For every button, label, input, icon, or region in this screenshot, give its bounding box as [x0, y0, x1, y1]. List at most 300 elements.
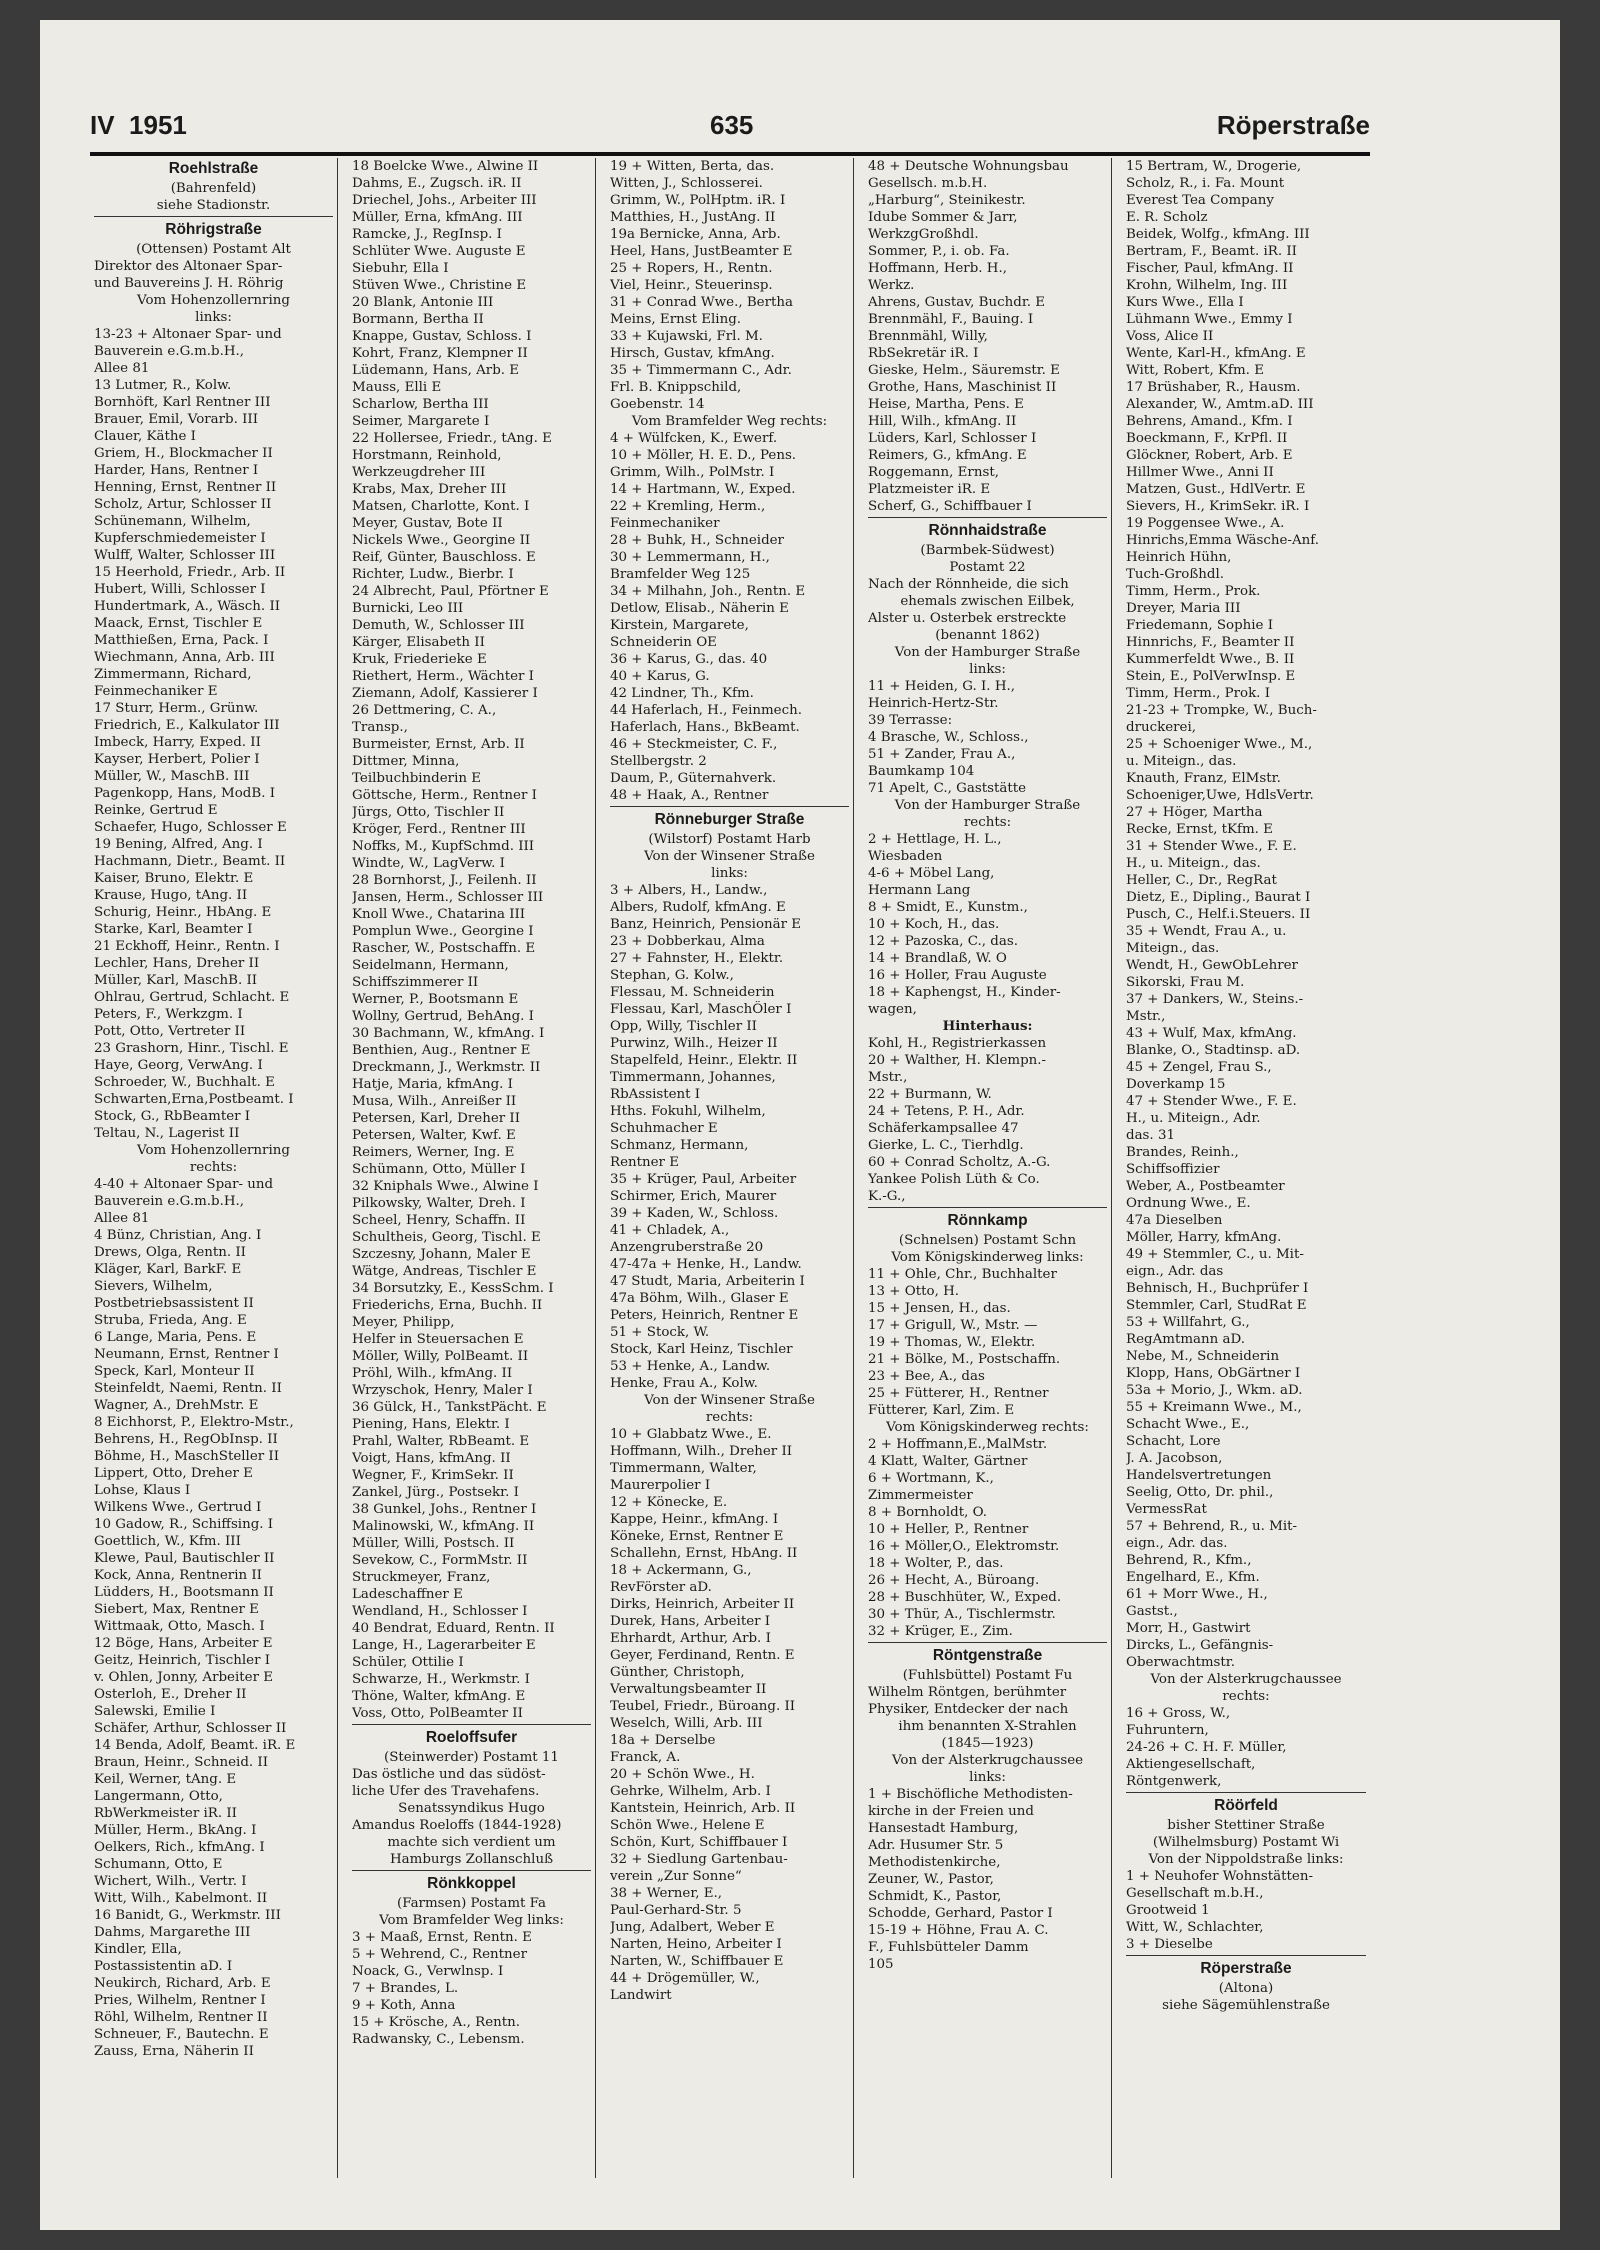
- directory-entry: Pröhl, Wilh., kfmAng. II: [352, 1366, 513, 1381]
- directory-entry: 28 Bornhorst, J., Feilenh. II: [352, 873, 537, 888]
- directory-entry: 16 Banidt, G., Werkmstr. III: [94, 1908, 281, 1923]
- directory-entry: Albers, Rudolf, kfmAng. E: [610, 900, 786, 915]
- directory-entry: Müller, W., MaschB. III: [94, 769, 250, 784]
- directory-entry: Sevekow, C., FormMstr. II: [352, 1553, 528, 1568]
- directory-entry: Fütterer, Karl, Zim. E: [868, 1403, 1015, 1418]
- directory-entry: Voigt, Hans, kfmAng. II: [352, 1451, 511, 1466]
- directory-entry: Piening, Hans, Elektr. I: [352, 1417, 510, 1432]
- directory-entry: Everest Tea Company: [1126, 193, 1274, 208]
- directory-entry: 47-47a + Henke, H., Landw.: [610, 1257, 802, 1272]
- directory-entry: Behnisch, H., Buchprüfer I: [1126, 1281, 1309, 1296]
- directory-entry: Feinmechaniker: [610, 516, 720, 531]
- directory-entry: Stock, G., RbBeamter I: [94, 1109, 251, 1124]
- directory-entry: Meyer, Gustav, Bote II: [352, 516, 503, 531]
- directory-entry: 6 + Wortmann, K.,: [868, 1471, 994, 1486]
- street-heading: Röörfeld: [1126, 1792, 1366, 1817]
- directory-entry: Zeuner, W., Pastor,: [868, 1872, 994, 1887]
- directory-entry: Frl. B. Knippschild,: [610, 380, 742, 395]
- directory-entry: Kirstein, Margarete,: [610, 618, 749, 633]
- directory-entry: Witten, J., Schlosserei.: [610, 176, 763, 191]
- directory-entry: Thöne, Walter, kfmAng. E: [352, 1689, 526, 1704]
- directory-entry: Schwarten,Erna,Postbeamt. I: [94, 1092, 294, 1107]
- header-volume-year: IV 1951: [90, 110, 187, 140]
- directory-entry: Schacht Wwe., E.,: [1126, 1417, 1250, 1432]
- column-1: [90, 158, 338, 2178]
- directory-entry: Braun, Heinr., Schneid. II: [94, 1755, 268, 1770]
- directory-entry: Henke, Frau A., Kolw.: [610, 1376, 758, 1391]
- directory-entry: Bauverein e.G.m.b.H.,: [94, 344, 245, 359]
- directory-entry: Wilkens Wwe., Gertrud I: [94, 1500, 262, 1515]
- directory-entry: 31 + Conrad Wwe., Bertha: [610, 295, 793, 310]
- directory-entry: Behrens, Amand., Kfm. I: [1126, 414, 1293, 429]
- directory-entry: Blanke, O., Stadtinsp. aD.: [1126, 1043, 1301, 1058]
- directory-entry: Möller, Willy, PolBeamt. II: [352, 1349, 529, 1364]
- directory-entry: Gierke, L. C., Tierhdlg.: [868, 1138, 1024, 1153]
- directory-entry: 6 Lange, Maria, Pens. E: [94, 1330, 257, 1345]
- directory-entry: Wente, Karl-H., kfmAng. E: [1126, 346, 1306, 361]
- directory-entry: (benannt 1862): [935, 628, 1040, 643]
- directory-entry: Haye, Georg, VerwAng. I: [94, 1058, 263, 1073]
- directory-entry: Adr. Husumer Str. 5: [868, 1838, 1004, 1853]
- directory-entry: Matthies, H., JustAng. II: [610, 210, 776, 225]
- directory-entry: 71 Apelt, C., Gaststätte: [868, 781, 1027, 796]
- directory-entry: 61 + Morr Wwe., H.,: [1126, 1587, 1268, 1602]
- directory-entry: Prahl, Walter, RbBeamt. E: [352, 1434, 530, 1449]
- directory-entry: Möller, Harry, kfmAng.: [1126, 1230, 1282, 1245]
- directory-entry: Mauss, Elli E: [352, 380, 442, 395]
- directory-entry: Schümann, Otto, Müller I: [352, 1162, 526, 1177]
- directory-entry: 27 + Fahnster, H., Elektr.: [610, 951, 784, 966]
- directory-entry: F., Fuhlsbütteler Damm: [868, 1940, 1029, 1955]
- directory-entry: Stüven Wwe., Christine E: [352, 278, 527, 293]
- directory-entry: Feinmechaniker E: [94, 684, 218, 699]
- directory-entry: 22 Hollersee, Friedr., tAng. E: [352, 431, 552, 446]
- directory-entry: Hatje, Maria, kfmAng. I: [352, 1077, 513, 1092]
- directory-entry: Schuhmacher E: [610, 1121, 718, 1136]
- directory-entry: Demuth, W., Schlosser III: [352, 618, 525, 633]
- column-4: [864, 158, 1112, 2178]
- directory-entry: Sievers, Wilhelm,: [94, 1279, 213, 1294]
- directory-entry: Tuch-Großhdl.: [1126, 567, 1225, 582]
- directory-entry: Wagner, A., DrehMstr. E: [94, 1398, 259, 1413]
- directory-entry: Schünemann, Wilhelm,: [94, 514, 251, 529]
- directory-entry: Musa, Wilh., Anreißer II: [352, 1094, 517, 1109]
- directory-entry: Noack, G., Verwlnsp. I: [352, 1964, 504, 1979]
- directory-entry: eign., Adr. das.: [1126, 1536, 1228, 1551]
- directory-entry: 32 + Krüger, E., Zim.: [868, 1624, 1013, 1639]
- directory-entry: 57 + Behrend, R., u. Mit-: [1126, 1519, 1298, 1534]
- directory-entry: Salewski, Emilie I: [94, 1704, 216, 1719]
- directory-entry: Gieske, Helm., Säuremstr. E: [868, 363, 1060, 378]
- directory-entry: Schmidt, K., Pastor,: [868, 1889, 1002, 1904]
- street-heading: Roehlstraße: [168, 160, 259, 177]
- directory-entry: 24-26 + C. H. F. Müller,: [1126, 1740, 1287, 1755]
- directory-entry: Hundertmark, A., Wäsch. II: [94, 599, 281, 614]
- directory-entry: Flessau, Karl, MaschÖler I: [610, 1002, 792, 1017]
- directory-entry: Vom Hohenzollernring: [137, 293, 290, 308]
- directory-entry: Goebenstr. 14: [610, 397, 705, 412]
- directory-entry: u. Miteign., das.: [1126, 754, 1237, 769]
- directory-entry: Kantstein, Heinrich, Arb. II: [610, 1801, 796, 1816]
- directory-entry: Matthießen, Erna, Pack. I: [94, 633, 269, 648]
- directory-entry: Lechler, Hans, Dreher II: [94, 956, 260, 971]
- directory-entry: Dirks, Heinrich, Arbeiter II: [610, 1597, 795, 1612]
- directory-entry: Stellbergstr. 2: [610, 754, 707, 769]
- directory-entry: Brauer, Emil, Vorarb. III: [94, 412, 259, 427]
- directory-entry: 26 + Hecht, A., Büroang.: [868, 1573, 1040, 1588]
- directory-entry: 16 + Holler, Frau Auguste: [868, 968, 1047, 983]
- directory-entry: 15 Bertram, W., Drogerie,: [1126, 159, 1302, 174]
- directory-entry: 53 + Henke, A., Landw.: [610, 1359, 771, 1374]
- directory-entry: Vom Bramfelder Weg links:: [379, 1913, 564, 1928]
- directory-entry: H., u. Miteign., Adr.: [1126, 1111, 1261, 1126]
- directory-entry: Stemmler, Carl, StudRat E: [1126, 1298, 1307, 1313]
- directory-entry: Bornhöft, Karl Rentner III: [94, 395, 271, 410]
- directory-entry: verein „Zur Sonne“: [610, 1869, 742, 1884]
- directory-entry: 20 + Schön Wwe., H.: [610, 1767, 755, 1782]
- directory-entry: Nickels Wwe., Georgine II: [352, 533, 531, 548]
- directory-entry: 46 + Steckmeister, C. F.,: [610, 737, 778, 752]
- directory-entry: Griem, H., Blockmacher II: [94, 446, 273, 461]
- street-heading: Rönneburger Straße: [610, 806, 849, 831]
- directory-entry: 53a + Morio, J., Wkm. aD.: [1126, 1383, 1303, 1398]
- directory-entry: Timmermann, Johannes,: [610, 1070, 776, 1085]
- directory-entry: Seelig, Otto, Dr. phil.,: [1126, 1485, 1274, 1500]
- directory-entry: Scherf, G., Schiffbauer I: [868, 499, 1032, 514]
- directory-entry: 28 + Buhk, H., Schneider: [610, 533, 784, 548]
- directory-entry: Schodde, Gerhard, Pastor I: [868, 1906, 1053, 1921]
- directory-entry: 12 + Könecke, E.: [610, 1495, 728, 1510]
- directory-entry: H., u. Miteign., das.: [1126, 856, 1261, 871]
- directory-entry: Grimm, Wilh., PolMstr. I: [610, 465, 775, 480]
- directory-entry: (Farmsen) Postamt Fa: [396, 1896, 547, 1911]
- directory-entry: Peters, F., Werkzgm. I: [94, 1007, 243, 1022]
- directory-entry: 18 + Kaphengst, H., Kinder-: [868, 985, 1061, 1000]
- directory-entry: 51 + Stock, W.: [610, 1325, 710, 1340]
- directory-entry: Morr, H., Gastwirt: [1126, 1621, 1251, 1636]
- street-heading: Rönnkamp: [868, 1207, 1107, 1232]
- directory-entry: Kindler, Ella,: [94, 1942, 182, 1957]
- directory-entry: Teilbuchbinderin E: [352, 771, 482, 786]
- directory-entry: Teubel, Friedr., Büroang. II: [610, 1699, 796, 1714]
- directory-entry: Schiffsoffizier: [1126, 1162, 1220, 1177]
- directory-entry: Osterloh, E., Dreher II: [94, 1687, 247, 1702]
- directory-entry: links:: [969, 662, 1006, 677]
- directory-entry: machte sich verdient um: [387, 1835, 556, 1850]
- directory-entry: Voss, Alice II: [1126, 329, 1214, 344]
- directory-entry: Grimm, W., PolHptm. iR. I: [610, 193, 786, 208]
- directory-entry: Schlüter Wwe. Auguste E: [352, 244, 526, 259]
- directory-entry: Hinterhaus:: [942, 1018, 1033, 1034]
- directory-entry: Henning, Ernst, Rentner II: [94, 480, 277, 495]
- directory-entry: Neumann, Ernst, Rentner I: [94, 1347, 279, 1362]
- directory-entry: 12 + Pazoska, C., das.: [868, 934, 1018, 949]
- directory-entry: (Ottensen) Postamt Alt: [136, 242, 291, 257]
- directory-entry: Ehrhardt, Arthur, Arb. I: [610, 1631, 771, 1646]
- directory-entry: Kayser, Herbert, Polier I: [94, 752, 260, 767]
- directory-entry: Dahms, E., Zugsch. iR. II: [352, 176, 522, 191]
- directory-entry: Kummerfeldt Wwe., B. II: [1126, 652, 1295, 667]
- directory-entry: Mstr.,: [1126, 1009, 1166, 1024]
- directory-entry: Kohl, H., Registrierkassen: [868, 1036, 1047, 1051]
- directory-entry: Sikorski, Frau M.: [1126, 975, 1245, 990]
- directory-entry: 14 + Hartmann, W., Exped.: [610, 482, 796, 497]
- directory-entry: RbWerkmeister iR. II: [94, 1806, 237, 1821]
- directory-entry: Vom Königskinderweg links:: [891, 1250, 1084, 1265]
- directory-entry: Siebert, Max, Rentner E: [94, 1602, 259, 1617]
- street-heading: Rönnhaidstraße: [868, 517, 1107, 542]
- directory-entry: RbAssistent I: [610, 1087, 701, 1102]
- directory-entry: Jung, Adalbert, Weber E: [610, 1920, 775, 1935]
- directory-entry: Von der Nippoldstraße links:: [1148, 1852, 1344, 1867]
- directory-entry: Klewe, Paul, Bautischler II: [94, 1551, 275, 1566]
- directory-entry: 15 + Krösche, A., Rentn.: [352, 2015, 521, 2030]
- directory-entry: Allee 81: [94, 1211, 150, 1226]
- directory-entry: Meyer, Philipp,: [352, 1315, 455, 1330]
- directory-entry: 4 Bünz, Christian, Ang. I: [94, 1228, 262, 1243]
- directory-entry: 3 + Albers, H., Landw.,: [610, 883, 768, 898]
- directory-entry: (Altona): [1218, 1981, 1274, 1996]
- directory-entry: Witt, Wilh., Kabelmont. II: [94, 1891, 268, 1906]
- directory-entry: 24 + Tetens, P. H., Adr.: [868, 1104, 1025, 1119]
- directory-entry: 24 Albrecht, Paul, Pförtner E: [352, 584, 549, 599]
- directory-entry: Timmermann, Walter,: [610, 1461, 757, 1476]
- directory-entry: Von der Alsterkrugchaussee: [1150, 1672, 1342, 1687]
- directory-entry: Werkz.: [868, 278, 915, 293]
- directory-entry: Göttsche, Herm., Rentner I: [352, 788, 537, 803]
- directory-entry: Gesellschaft m.b.H.,: [1126, 1886, 1264, 1901]
- directory-entry: Knappe, Gustav, Schloss. I: [352, 329, 532, 344]
- directory-entry: rechts:: [963, 815, 1012, 830]
- directory-columns: [90, 158, 1370, 2178]
- directory-entry: Schäferkampsallee 47: [868, 1121, 1019, 1136]
- directory-entry: 39 + Kaden, W., Schloss.: [610, 1206, 779, 1221]
- directory-entry: Schneiderin OE: [610, 635, 717, 650]
- directory-entry: 40 Bendrat, Eduard, Rentn. II: [352, 1621, 555, 1636]
- directory-entry: 19a Bernicke, Anna, Arb.: [610, 227, 781, 242]
- directory-entry: (Bahrenfeld): [170, 181, 257, 196]
- directory-entry: Keil, Werner, tAng. E: [94, 1772, 237, 1787]
- directory-entry: 14 Benda, Adolf, Beamt. iR. E: [94, 1738, 296, 1753]
- directory-entry: Geyer, Ferdinand, Rentn. E: [610, 1648, 795, 1663]
- directory-entry: 44 Haferlach, H., Feinmech.: [610, 703, 802, 718]
- directory-entry: 21 Eckhoff, Heinr., Rentn. I: [94, 939, 280, 954]
- directory-entry: 33 + Kujawski, Frl. M.: [610, 329, 763, 344]
- directory-entry: (Wilstorf) Postamt Harb: [648, 832, 811, 847]
- directory-entry: 19 Poggensee Wwe., A.: [1126, 516, 1285, 531]
- directory-entry: Scharlow, Bertha III: [352, 397, 489, 412]
- directory-entry: Kruk, Friederieke E: [352, 652, 487, 667]
- directory-entry: 35 + Timmermann C., Adr.: [610, 363, 792, 378]
- directory-entry: Oelkers, Rich., kfmAng. I: [94, 1840, 265, 1855]
- column-3: [606, 158, 854, 2178]
- directory-entry: Scholz, Artur, Schlosser II: [94, 497, 272, 512]
- directory-entry: Noffks, M., KupfSchmd. III: [352, 839, 535, 854]
- directory-entry: 37 + Dankers, W., Steins.-: [1126, 992, 1304, 1007]
- directory-entry: siehe Sägemühlenstraße: [1162, 1998, 1330, 2013]
- directory-entry: Kohrt, Franz, Klempner II: [352, 346, 528, 361]
- directory-entry: 34 + Milhahn, Joh., Rentn. E: [610, 584, 806, 599]
- directory-entry: Dreyer, Maria III: [1126, 601, 1241, 616]
- directory-entry: 9 + Koth, Anna: [352, 1998, 456, 2013]
- directory-entry: Banz, Heinrich, Pensionär E: [610, 917, 802, 932]
- directory-entry: Schroeder, W., Buchhalt. E: [94, 1075, 275, 1090]
- directory-entry: 41 + Chladek, A.,: [610, 1223, 730, 1238]
- column-5: [1122, 158, 1370, 2178]
- directory-entry: Wulff, Walter, Schlosser III: [94, 548, 276, 563]
- directory-entry: das. 31: [1126, 1128, 1175, 1143]
- directory-entry: Handelsvertretungen: [1126, 1468, 1272, 1483]
- directory-entry: Böhme, H., MaschSteller II: [94, 1449, 280, 1464]
- directory-entry: Röntgenwerk,: [1126, 1774, 1222, 1789]
- directory-entry: Recke, Ernst, tKfm. E: [1126, 822, 1273, 837]
- directory-entry: 13 Lutmer, R., Kolw.: [94, 378, 232, 393]
- directory-entry: Stein, E., PolVerwInsp. E: [1126, 669, 1296, 684]
- directory-entry: 2 + Hoffmann,E.,MalMstr.: [868, 1437, 1048, 1452]
- directory-entry: 25 + Fütterer, H., Rentner: [868, 1386, 1049, 1401]
- directory-entry: Lühmann Wwe., Emmy I: [1126, 312, 1293, 327]
- directory-entry: Hoffmann, Wilh., Dreher II: [610, 1444, 793, 1459]
- directory-entry: (1845—1923): [941, 1736, 1034, 1751]
- directory-entry: Rascher, W., Postschaffn. E: [352, 941, 536, 956]
- directory-entry: 22 + Kremling, Herm.,: [610, 499, 766, 514]
- directory-entry: Ladeschaffner E: [352, 1587, 463, 1602]
- directory-entry: Gesellsch. m.b.H.: [868, 176, 988, 191]
- directory-entry: Pusch, C., Helf.i.Steuers. II: [1126, 907, 1311, 922]
- directory-entry: Zimmermann, Richard,: [94, 667, 252, 682]
- directory-entry: Postbetriebsassistent II: [94, 1296, 254, 1311]
- directory-entry: Lippert, Otto, Dreher E: [94, 1466, 253, 1481]
- directory-entry: Dircks, L., Gefängnis-: [1126, 1638, 1274, 1653]
- directory-entry: Kappe, Heinr., kfmAng. I: [610, 1512, 779, 1527]
- directory-entry: 49 + Stemmler, C., u. Mit-: [1126, 1247, 1304, 1262]
- directory-entry: 48 + Deutsche Wohnungsbau: [868, 159, 1069, 174]
- directory-entry: 18a + Derselbe: [610, 1733, 716, 1748]
- directory-entry: Heel, Hans, JustBeamter E: [610, 244, 793, 259]
- directory-entry: und Bauvereins J. H. Röhrig: [94, 276, 284, 291]
- directory-entry: rechts:: [705, 1410, 754, 1425]
- directory-entry: Petersen, Walter, Kwf. E: [352, 1128, 516, 1143]
- directory-entry: Allee 81: [94, 361, 150, 376]
- directory-entry: Reimers, G., kfmAng. E: [868, 448, 1027, 463]
- directory-entry: Wittmaak, Otto, Masch. I: [94, 1619, 265, 1634]
- directory-entry: Malinowski, W., kfmAng. II: [352, 1519, 535, 1534]
- directory-entry: Senatssyndikus Hugo: [398, 1801, 545, 1816]
- directory-entry: Maack, Ernst, Tischler E: [94, 616, 263, 631]
- directory-entry: Fuhruntern,: [1126, 1723, 1209, 1738]
- directory-entry: Wiechmann, Anna, Arb. III: [94, 650, 275, 665]
- directory-entry: Narten, Heino, Arbeiter I: [610, 1937, 782, 1952]
- directory-entry: 53 + Willfahrt, G.,: [1126, 1315, 1250, 1330]
- directory-entry: Kurs Wwe., Ella I: [1126, 295, 1244, 310]
- directory-entry: Friedrich, E., Kalkulator III: [94, 718, 280, 733]
- directory-entry: Wichert, Wilh., Vertr. I: [94, 1874, 247, 1889]
- directory-entry: Lüdemann, Hans, Arb. E: [352, 363, 520, 378]
- directory-entry: Hirsch, Gustav, kfmAng.: [610, 346, 775, 361]
- header-page-number: 635: [710, 110, 754, 140]
- directory-entry: Riethert, Herm., Wächter I: [352, 669, 534, 684]
- directory-entry: Bormann, Bertha II: [352, 312, 484, 327]
- directory-entry: Schaefer, Hugo, Schlosser E: [94, 820, 287, 835]
- directory-entry: Hubert, Willi, Schlosser I: [94, 582, 266, 597]
- directory-entry: Goettlich, W., Kfm. III: [94, 1534, 241, 1549]
- directory-entry: Driechel, Johs., Arbeiter III: [352, 193, 537, 208]
- directory-entry: 4-40 + Altonaer Spar- und: [94, 1177, 274, 1192]
- directory-entry: Lüders, Karl, Schlosser I: [868, 431, 1037, 446]
- directory-entry: Viel, Heinr., Steuerinsp.: [610, 278, 773, 293]
- directory-entry: 36 + Karus, G., das. 40: [610, 652, 768, 667]
- directory-entry: Von der Hamburger Straße: [894, 645, 1081, 660]
- directory-entry: Durek, Hans, Arbeiter I: [610, 1614, 771, 1629]
- directory-entry: 40 + Karus, G.: [610, 669, 710, 684]
- directory-entry: Oberwachtmstr.: [1126, 1655, 1235, 1670]
- directory-entry: Pomplun Wwe., Georgine I: [352, 924, 534, 939]
- directory-entry: Speck, Karl, Monteur II: [94, 1364, 255, 1379]
- directory-entry: 10 + Glabbatz Wwe., E.: [610, 1427, 772, 1442]
- directory-entry: Schirmer, Erich, Maurer: [610, 1189, 777, 1204]
- directory-entry: 38 + Werner, E.,: [610, 1886, 723, 1901]
- directory-entry: Benthien, Aug., Rentner E: [352, 1043, 531, 1058]
- directory-entry: Grothe, Hans, Maschinist II: [868, 380, 1057, 395]
- directory-entry: ihm benannten X-Strahlen: [898, 1719, 1077, 1734]
- directory-entry: Burmeister, Ernst, Arb. II: [352, 737, 525, 752]
- directory-entry: Ziemann, Adolf, Kassierer I: [352, 686, 538, 701]
- directory-entry: Wätge, Andreas, Tischler E: [352, 1264, 537, 1279]
- directory-entry: Horstmann, Reinhold,: [352, 448, 502, 463]
- directory-entry: Köneke, Ernst, Rentner E: [610, 1529, 784, 1544]
- directory-entry: Sievers, H., KrimSekr. iR. I: [1126, 499, 1310, 514]
- directory-entry: Von der Winsener Straße: [644, 1393, 815, 1408]
- directory-entry: Wendland, H., Schlosser I: [352, 1604, 528, 1619]
- directory-entry: Günther, Christoph,: [610, 1665, 745, 1680]
- directory-entry: Fischer, Paul, kfmAng. II: [1126, 261, 1294, 276]
- directory-entry: 12 Böge, Hans, Arbeiter E: [94, 1636, 273, 1651]
- directory-entry: Jürgs, Otto, Tischler II: [352, 805, 505, 820]
- directory-entry: Bramfelder Weg 125: [610, 567, 751, 582]
- directory-entry: Ordnung Wwe., E.: [1126, 1196, 1251, 1211]
- directory-entry: Meins, Ernst Eling.: [610, 312, 742, 327]
- directory-entry: 22 + Burmann, W.: [868, 1087, 992, 1102]
- street-heading: Roeloffsufer: [352, 1724, 591, 1749]
- directory-entry: Franck, A.: [610, 1750, 681, 1765]
- directory-entry: Dahms, Margarethe III: [94, 1925, 251, 1940]
- directory-entry: 55 + Kreimann Wwe., M.,: [1126, 1400, 1302, 1415]
- directory-entry: Von der Winsener Straße: [644, 849, 815, 864]
- directory-entry: Imbeck, Harry, Exped. II: [94, 735, 261, 750]
- directory-entry: Alexander, W., Amtm.aD. III: [1126, 397, 1314, 412]
- directory-entry: 3 + Dieselbe: [1126, 1937, 1213, 1952]
- directory-entry: Hoffmann, Herb. H.,: [868, 261, 1007, 276]
- directory-entry: Schurig, Heinr., HbAng. E: [94, 905, 272, 920]
- directory-entry: Windte, W., LagVerw. I: [352, 856, 505, 871]
- directory-entry: Opp, Willy, Tischler II: [610, 1019, 757, 1034]
- directory-entry: Gehrke, Wilhelm, Arb. I: [610, 1784, 771, 1799]
- directory-entry: Anzengruberstraße 20: [610, 1240, 764, 1255]
- directory-entry: RbSekretär iR. I: [868, 346, 979, 361]
- directory-entry: J. A. Jacobson,: [1126, 1451, 1223, 1466]
- directory-entry: Engelhard, E., Kfm.: [1126, 1570, 1260, 1585]
- directory-entry: Hinnrichs, F., Beamter II: [1126, 635, 1295, 650]
- directory-entry: siehe Stadionstr.: [156, 198, 271, 213]
- directory-entry: 10 + Koch, H., das.: [868, 917, 1000, 932]
- directory-entry: 20 Blank, Antonie III: [352, 295, 494, 310]
- directory-entry: 15 + Jensen, H., das.: [868, 1301, 1011, 1316]
- page-header: [90, 102, 1370, 156]
- directory-entry: Werner, P., Bootsmann E: [352, 992, 519, 1007]
- directory-entry: Harder, Hans, Rentner I: [94, 463, 259, 478]
- directory-entry: Postassistentin aD. I: [94, 1959, 233, 1974]
- directory-entry: Daum, P., Güternahverk.: [610, 771, 777, 786]
